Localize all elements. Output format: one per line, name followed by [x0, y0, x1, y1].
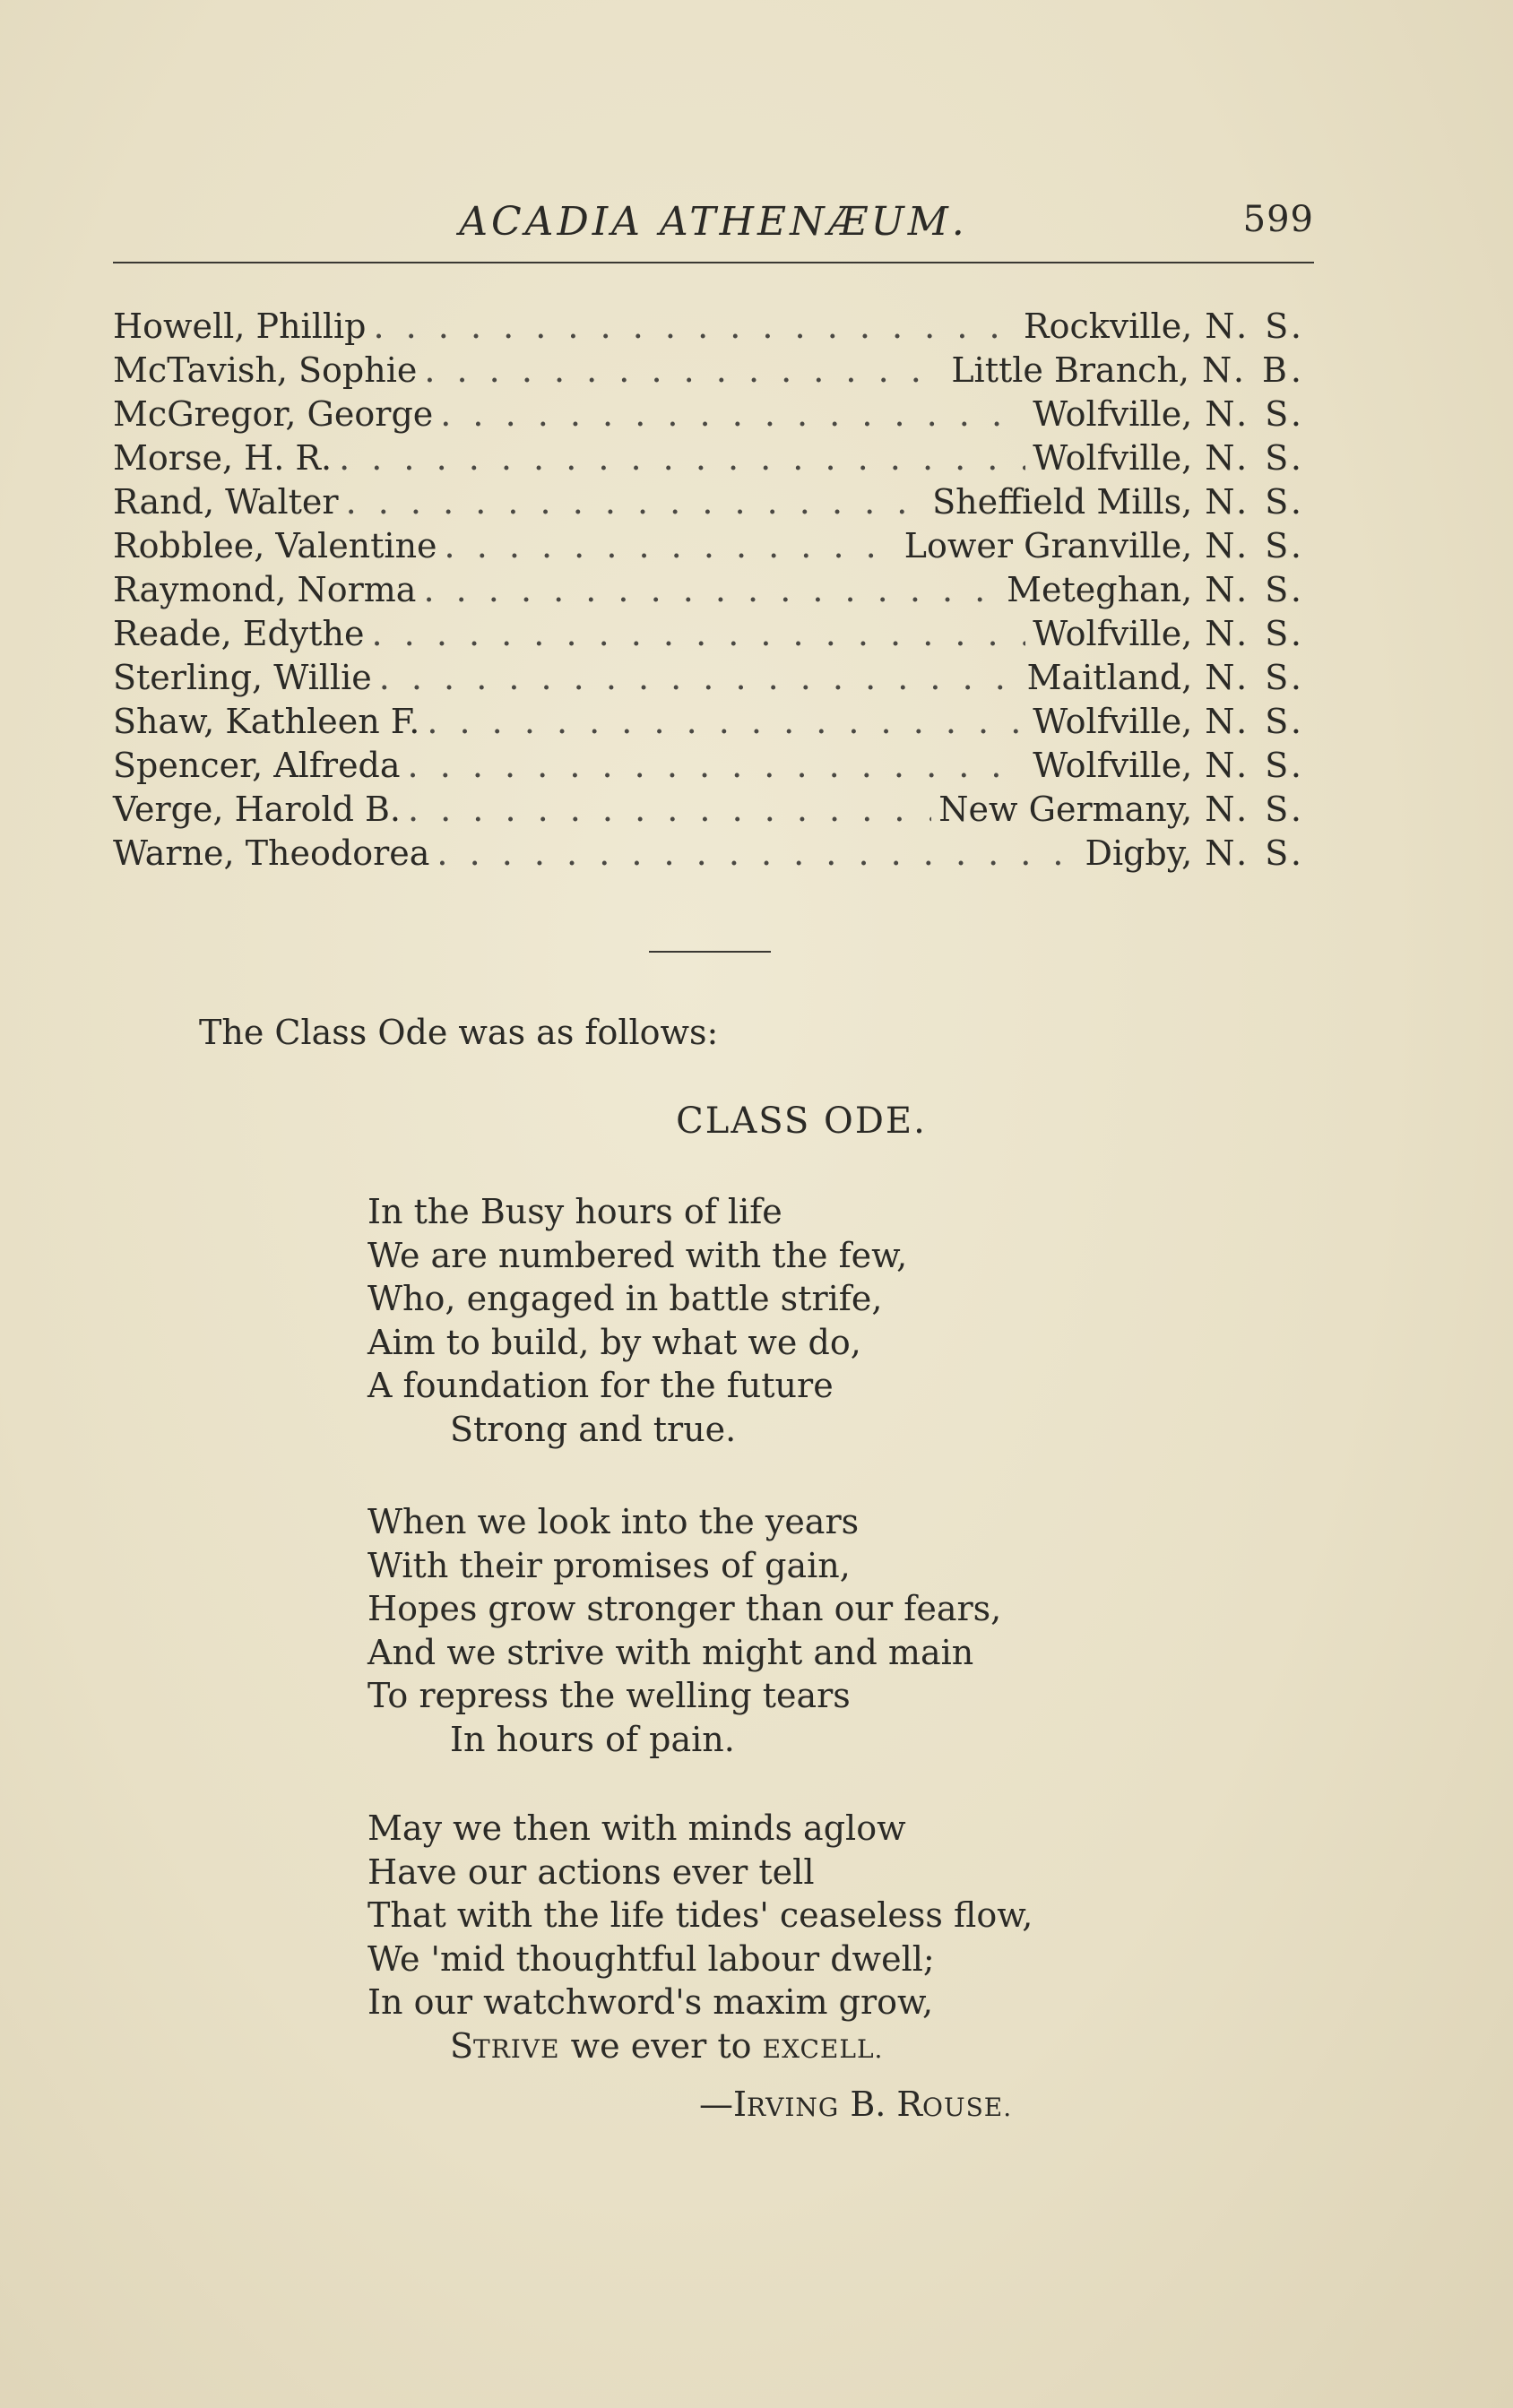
dot-leader [445, 526, 897, 565]
roster-name: Rand, Walter [113, 482, 339, 522]
roster-province: N. S. [1205, 570, 1305, 609]
page-number: 599 [1242, 199, 1314, 240]
verse-line: We 'mid thoughtful labour dwell; [367, 1938, 935, 1979]
roster-province: N. S. [1205, 658, 1305, 697]
roster-row [113, 570, 1305, 614]
roster-place: Wolfville, [1033, 438, 1193, 478]
stanza-2 [367, 1502, 1174, 1763]
author-signature [699, 2084, 1012, 2124]
verse-line: Have our actions ever tell [367, 1851, 815, 1892]
verse-line: And we strive with might and main [367, 1632, 974, 1672]
roster-province: N. S. [1205, 833, 1305, 873]
dot-leader [423, 570, 999, 609]
dot-leader [408, 790, 931, 829]
roster-row [113, 790, 1305, 833]
stanza-1 [367, 1192, 1174, 1453]
stanza-3 [367, 1808, 1174, 2069]
roster-name: Howell, Phillip [113, 306, 367, 346]
roster-row [113, 482, 1305, 526]
motto-line [367, 2026, 1174, 2070]
roster-name: Morse, H. R. [113, 438, 333, 478]
verse-line: In hours of pain. [450, 1719, 735, 1759]
verse-line: We are numbered with the few, [367, 1235, 908, 1275]
verse-line: In our watchword's maxim grow, [367, 1982, 934, 2022]
roster-place: Maitland, [1026, 658, 1193, 697]
signature-last-initial: R [896, 2084, 923, 2124]
roster-place: Wolfville, [1033, 746, 1193, 785]
roster-row [113, 438, 1305, 482]
signature-middle: B. [839, 2084, 897, 2124]
verse-line: In the Busy hours of life [367, 1192, 782, 1231]
signature-last-rest: OUSE. [922, 2093, 1013, 2122]
dot-leader [372, 614, 1026, 653]
verse-line: Who, engaged in battle strife, [367, 1279, 883, 1318]
signature-first-rest: RVING [747, 2093, 840, 2122]
roster-name: Spencer, Alfreda [113, 746, 401, 785]
roster-row [113, 833, 1305, 877]
verse-line: May we then with minds aglow [367, 1808, 906, 1848]
running-head: ACADIA ATHENÆUM. [459, 199, 968, 245]
roster-name: McTavish, Sophie [113, 350, 418, 390]
roster-place: Rockville, [1023, 306, 1193, 346]
dot-leader [440, 394, 1025, 434]
ode-title: CLASS ODE. [676, 1100, 927, 1142]
roster-place: Wolfville, [1033, 394, 1193, 434]
graduate-roster [113, 306, 1305, 877]
motto-word-2: EXCELL. [762, 2033, 884, 2064]
roster-place: Wolfville, [1033, 614, 1193, 653]
roster-province: N. S. [1205, 526, 1305, 565]
motto-word-rest: TRIVE [473, 2033, 560, 2064]
dot-leader [379, 658, 1020, 697]
dot-leader [427, 702, 1025, 741]
page-header [113, 199, 1314, 263]
dot-leader [339, 438, 1025, 478]
roster-place: Sheffield Mills, [932, 482, 1193, 522]
roster-name: Shaw, Kathleen F. [113, 702, 420, 741]
roster-name: Warne, Theodorea [113, 833, 430, 873]
roster-row [113, 614, 1305, 658]
roster-name: Sterling, Willie [113, 658, 372, 697]
roster-row [113, 526, 1305, 570]
verse-line: When we look into the years [367, 1502, 860, 1541]
roster-place: Lower Granville, [903, 526, 1193, 565]
roster-province: N. B. [1202, 350, 1305, 390]
section-divider [649, 951, 771, 953]
roster-name: McGregor, George [113, 394, 434, 434]
roster-row [113, 350, 1305, 394]
dot-leader [437, 833, 1077, 873]
dot-leader [424, 350, 944, 390]
signature-dash: — [699, 2084, 733, 2124]
roster-row [113, 394, 1305, 438]
verse-line: With their promises of gain, [367, 1545, 851, 1585]
roster-province: N. S. [1205, 482, 1305, 522]
roster-row [113, 306, 1305, 350]
roster-place: New Germany, [938, 790, 1193, 829]
verse-line: To repress the welling tears [367, 1676, 851, 1715]
signature-first-initial: I [733, 2084, 748, 2124]
roster-name: Reade, Edythe [113, 614, 365, 653]
roster-row [113, 746, 1305, 790]
roster-name: Robblee, Valentine [113, 526, 437, 565]
ode-intro: The Class Ode was as follows: [199, 1013, 719, 1052]
roster-province: N. S. [1205, 790, 1305, 829]
roster-row [113, 702, 1305, 746]
roster-province: N. S. [1205, 746, 1305, 785]
verse-line: Aim to build, by what we do, [367, 1322, 861, 1362]
roster-row [113, 658, 1305, 702]
roster-place: Little Branch, [951, 350, 1190, 390]
roster-place: Wolfville, [1033, 702, 1193, 741]
roster-name: Verge, Harold B. [113, 790, 401, 829]
roster-province: N. S. [1205, 702, 1305, 741]
roster-place: Digby, [1085, 833, 1193, 873]
roster-name: Raymond, Norma [113, 570, 417, 609]
verse-line: Hopes grow stronger than our fears, [367, 1589, 1002, 1628]
roster-province: N. S. [1205, 614, 1305, 653]
roster-province: N. S. [1205, 394, 1305, 434]
motto-word-initial: S [450, 2025, 474, 2066]
roster-place: Meteghan, [1007, 570, 1193, 609]
verse-line: Strong and true. [450, 1409, 737, 1449]
roster-province: N. S. [1205, 438, 1305, 478]
motto-middle: we ever to [559, 2025, 763, 2066]
verse-line: That with the life tides' ceaseless flow, [367, 1895, 1033, 1935]
roster-province: N. S. [1205, 306, 1305, 346]
dot-leader [346, 482, 926, 522]
verse-line: A foundation for the future [367, 1366, 834, 1405]
dot-leader [408, 746, 1026, 785]
dot-leader [373, 306, 1016, 346]
